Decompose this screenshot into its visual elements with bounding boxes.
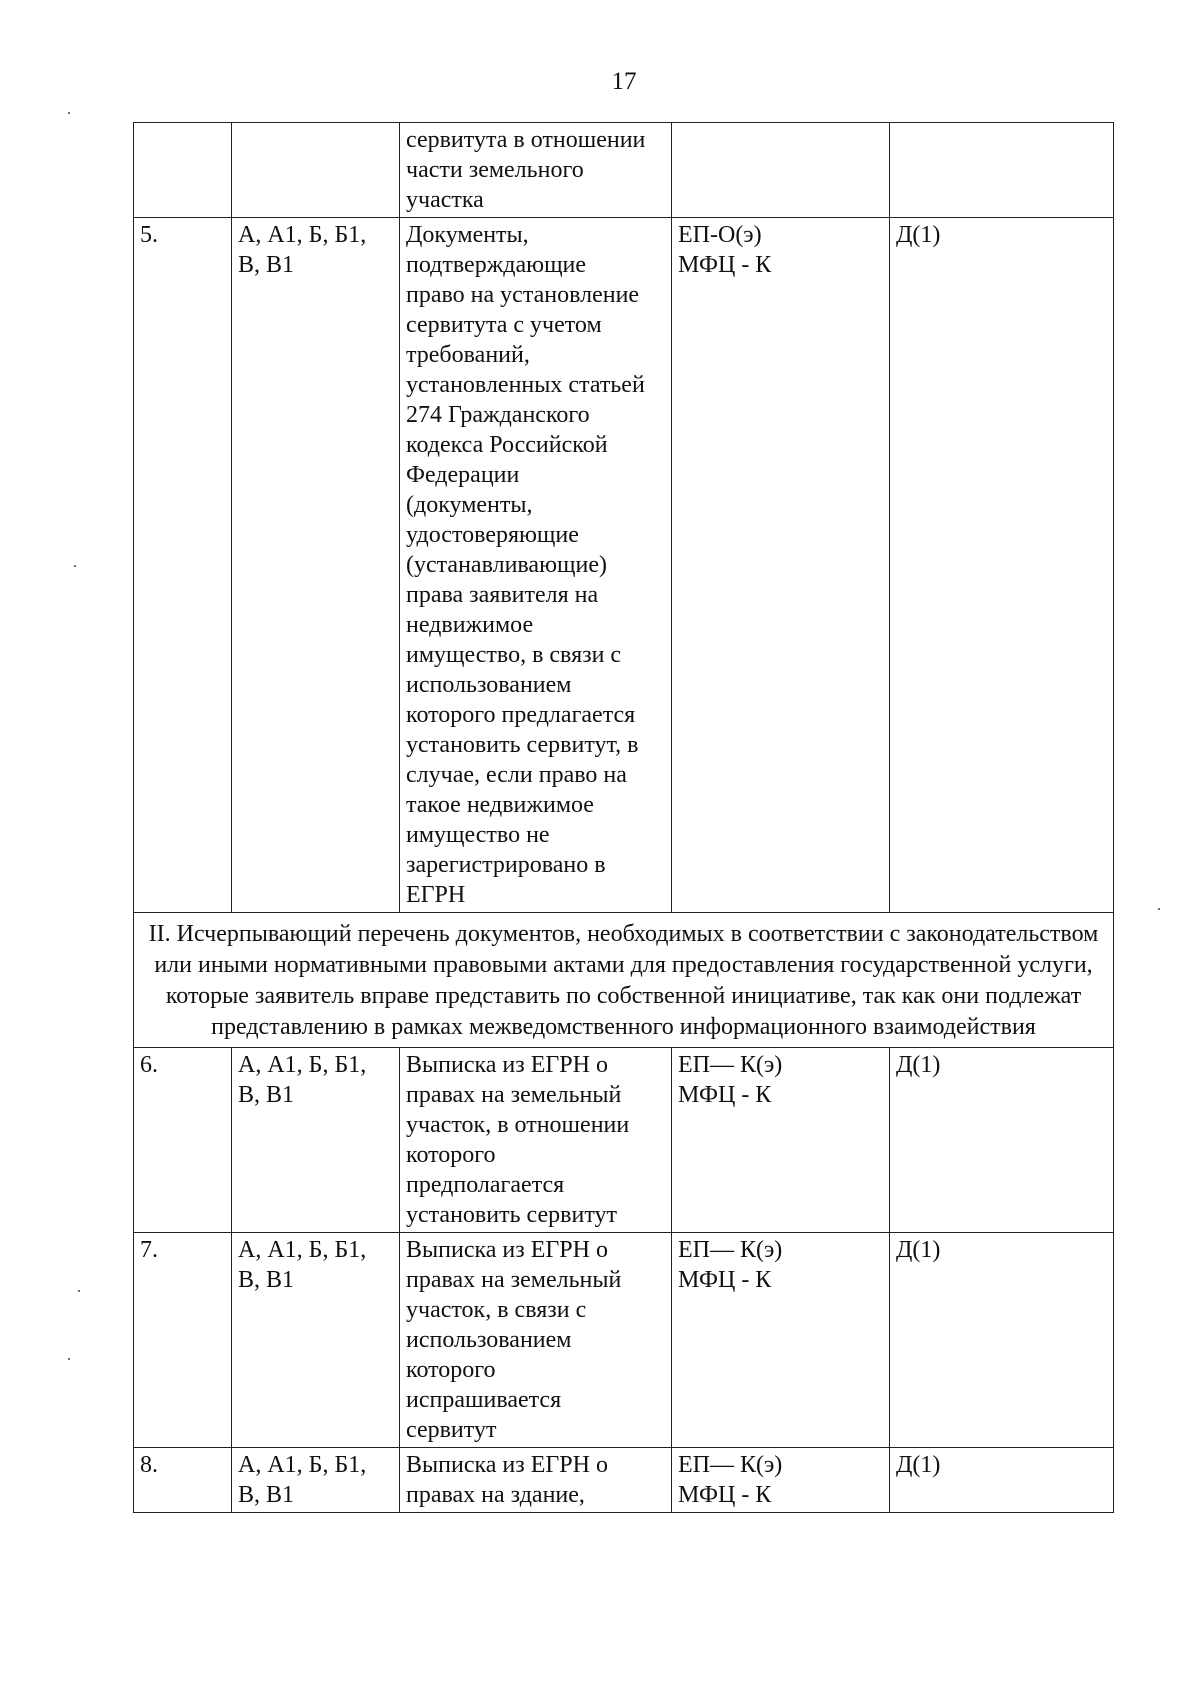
section-heading-row	[134, 913, 1114, 1048]
row-number: 8.	[134, 1448, 232, 1513]
row-number	[134, 123, 232, 218]
table-row	[134, 123, 1114, 218]
scan-speck	[68, 112, 70, 114]
table-row	[134, 1048, 1114, 1233]
applicant-categories: А, А1, Б, Б1, В, В1	[232, 1048, 400, 1233]
submission-method: ЕП— К(э) МФЦ - К	[672, 1233, 890, 1448]
scan-speck	[68, 1358, 70, 1360]
document-description: Выписка из ЕГРН о правах на здание,	[400, 1448, 672, 1513]
document-type: Д(1)	[890, 1448, 1114, 1513]
applicant-categories: А, А1, Б, Б1, В, В1	[232, 1448, 400, 1513]
applicant-categories: А, А1, Б, Б1, В, В1	[232, 218, 400, 913]
scan-speck	[78, 1290, 80, 1292]
section-heading: II. Исчерпывающий перечень документов, необходимых в соответствии с законодательством или иными нормативными правовыми актами для предоставления государственной услуги, которые заявитель вправе представить по собственной инициативе, так как они подлежат представлению в рамках межведомственного информационного взаимодействия	[134, 913, 1114, 1048]
row-number: 6.	[134, 1048, 232, 1233]
document-description: сервитута в отношении части земельного участка	[400, 123, 672, 218]
document-description: Выписка из ЕГРН о правах на земельный участок, в связи с использованием которого испрашивается сервитут	[400, 1233, 672, 1448]
document-description: Документы, подтверждающие право на установление сервитута с учетом требований, установленных статьей 274 Гражданского кодекса Российской Федерации (документы, удостоверяющие (устанавливающие) права заявителя на недвижимое имущество, в связи с использованием которого предлагается установить сервитут, в случае, если право на такое недвижимое имущество не зарегистрировано в ЕГРН	[400, 218, 672, 913]
document-description: Выписка из ЕГРН о правах на земельный участок, в отношении которого предполагается установить сервитут	[400, 1048, 672, 1233]
scan-speck	[1158, 908, 1160, 910]
document-type: Д(1)	[890, 218, 1114, 913]
submission-method: ЕП— К(э) МФЦ - К	[672, 1048, 890, 1233]
submission-method	[672, 123, 890, 218]
document-type: Д(1)	[890, 1048, 1114, 1233]
scan-speck	[74, 565, 76, 567]
documents-table	[133, 122, 1114, 1513]
submission-method: ЕП-О(э) МФЦ - К	[672, 218, 890, 913]
row-number: 7.	[134, 1233, 232, 1448]
submission-method: ЕП— К(э) МФЦ - К	[672, 1448, 890, 1513]
document-table-wrapper	[133, 122, 1114, 1513]
applicant-categories	[232, 123, 400, 218]
page-number: 17	[611, 68, 637, 95]
applicant-categories: А, А1, Б, Б1, В, В1	[232, 1233, 400, 1448]
table-row	[134, 1233, 1114, 1448]
table-row	[134, 218, 1114, 913]
table-row	[134, 1448, 1114, 1513]
document-type: Д(1)	[890, 1233, 1114, 1448]
document-type	[890, 123, 1114, 218]
row-number: 5.	[134, 218, 232, 913]
